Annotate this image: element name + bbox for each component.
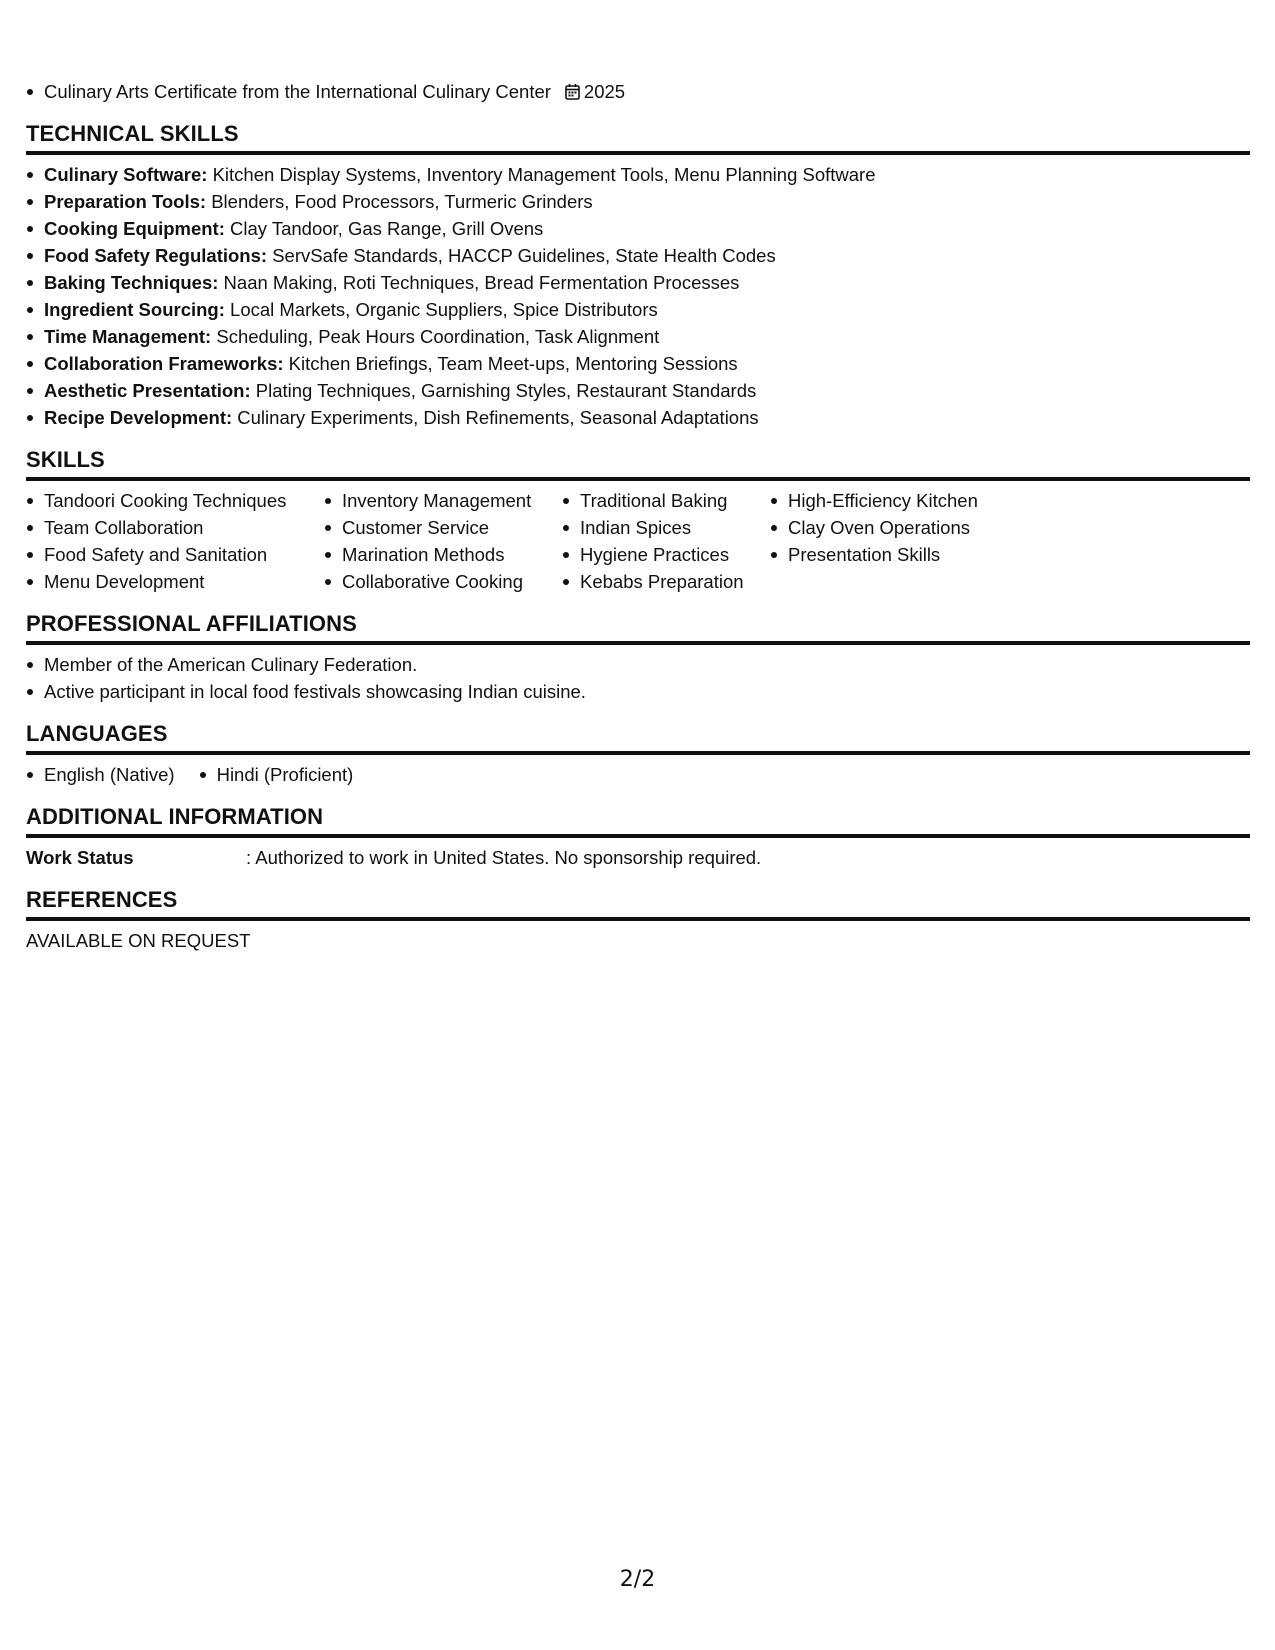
affiliation-item: Member of the American Culinary Federation. xyxy=(26,651,1250,678)
skill-item: Hygiene Practices xyxy=(562,541,746,568)
skill-item: Tandoori Cooking Techniques xyxy=(26,487,300,514)
skill-item: Indian Spices xyxy=(562,514,746,541)
technical-skill-item xyxy=(26,215,1250,242)
technical-skill-item xyxy=(26,242,1250,269)
technical-skill-label: Preparation Tools: xyxy=(44,191,207,212)
technical-skill-item xyxy=(26,377,1250,404)
technical-skill-item xyxy=(26,188,1250,215)
technical-skill-item xyxy=(26,350,1250,377)
calendar-icon xyxy=(565,83,580,100)
resume-page xyxy=(26,78,1250,954)
references-text: AVAILABLE ON REQUEST xyxy=(26,930,251,951)
technical-skill-item xyxy=(26,323,1250,350)
technical-skill-label: Culinary Software: xyxy=(44,164,208,185)
language-item: Hindi (Proficient) xyxy=(199,761,354,788)
technical-skill-label: Aesthetic Presentation: xyxy=(44,380,251,401)
skill-item: Presentation Skills xyxy=(770,541,1000,568)
technical-skill-value: Plating Techniques, Garnishing Styles, Restaurant Standards xyxy=(255,380,757,401)
certificate-name: Culinary Arts Certificate from the International Culinary Center xyxy=(44,81,551,102)
list-item xyxy=(26,78,1250,105)
skill-item: Team Collaboration xyxy=(26,514,300,541)
languages-section xyxy=(26,720,1250,788)
affiliation-item: Active participant in local food festivals showcasing Indian cuisine. xyxy=(26,678,1250,705)
skills-column xyxy=(324,487,538,595)
technical-skill-value: Kitchen Briefings, Team Meet-ups, Mentoring Sessions xyxy=(288,353,738,374)
technical-skill-value: Scheduling, Peak Hours Coordination, Task Alignment xyxy=(216,326,660,347)
technical-skill-item xyxy=(26,296,1250,323)
section-title: SKILLS xyxy=(26,446,1250,481)
technical-skill-value: Clay Tandoor, Gas Range, Grill Ovens xyxy=(230,218,544,239)
skill-item: Collaborative Cooking xyxy=(324,568,538,595)
technical-skill-label: Collaboration Frameworks: xyxy=(44,353,284,374)
language-item: English (Native) xyxy=(26,761,175,788)
references-section xyxy=(26,886,1250,954)
technical-skills-list xyxy=(26,161,1250,431)
skill-item: Marination Methods xyxy=(324,541,538,568)
technical-skill-label: Recipe Development: xyxy=(44,407,233,428)
skill-item: Customer Service xyxy=(324,514,538,541)
section-title: LANGUAGES xyxy=(26,720,1250,755)
section-title: ADDITIONAL INFORMATION xyxy=(26,803,1250,838)
technical-skill-value: Local Markets, Organic Suppliers, Spice Distributors xyxy=(230,299,658,320)
technical-skill-label: Cooking Equipment: xyxy=(44,218,225,239)
technical-skill-label: Baking Techniques: xyxy=(44,272,219,293)
skill-item: Inventory Management xyxy=(324,487,538,514)
technical-skill-label: Time Management: xyxy=(44,326,212,347)
skills-column xyxy=(770,487,1000,595)
technical-skill-item xyxy=(26,161,1250,188)
page-number: 2/2 xyxy=(619,1567,656,1592)
technical-skill-value: Kitchen Display Systems, Inventory Management Tools, Menu Planning Software xyxy=(212,164,876,185)
technical-skills-section xyxy=(26,120,1250,431)
technical-skill-label: Ingredient Sourcing: xyxy=(44,299,225,320)
technical-skill-value: Blenders, Food Processors, Turmeric Grinders xyxy=(211,191,593,212)
technical-skill-value: ServSafe Standards, HACCP Guidelines, State Health Codes xyxy=(272,245,776,266)
skill-item: Food Safety and Sanitation xyxy=(26,541,300,568)
languages-list xyxy=(26,761,1250,788)
skill-item: Kebabs Preparation xyxy=(562,568,746,595)
affiliations-list xyxy=(26,651,1250,705)
section-title: PROFESSIONAL AFFILIATIONS xyxy=(26,610,1250,645)
section-title: REFERENCES xyxy=(26,886,1250,921)
work-status-label: Work Status xyxy=(26,847,134,868)
work-status-row xyxy=(26,844,1250,871)
certificate-year: 2025 xyxy=(583,81,626,102)
technical-skill-item xyxy=(26,269,1250,296)
technical-skill-item xyxy=(26,404,1250,431)
skill-item: Menu Development xyxy=(26,568,300,595)
skills-column xyxy=(26,487,300,595)
skills-section xyxy=(26,446,1250,595)
skill-item: High-Efficiency Kitchen xyxy=(770,487,1000,514)
additional-information-section xyxy=(26,803,1250,871)
section-title: TECHNICAL SKILLS xyxy=(26,120,1250,155)
affiliations-section xyxy=(26,610,1250,705)
education-list xyxy=(26,78,1250,105)
skill-item: Traditional Baking xyxy=(562,487,746,514)
skill-item: Clay Oven Operations xyxy=(770,514,1000,541)
certificate-line xyxy=(44,78,1250,105)
technical-skill-value: Culinary Experiments, Dish Refinements, Seasonal Adaptations xyxy=(237,407,759,428)
skills-column xyxy=(562,487,746,595)
work-status-value: : Authorized to work in United States. No sponsorship required. xyxy=(246,847,762,868)
skills-grid xyxy=(26,487,1250,595)
technical-skill-label: Food Safety Regulations: xyxy=(44,245,268,266)
technical-skill-value: Naan Making, Roti Techniques, Bread Fermentation Processes xyxy=(223,272,740,293)
